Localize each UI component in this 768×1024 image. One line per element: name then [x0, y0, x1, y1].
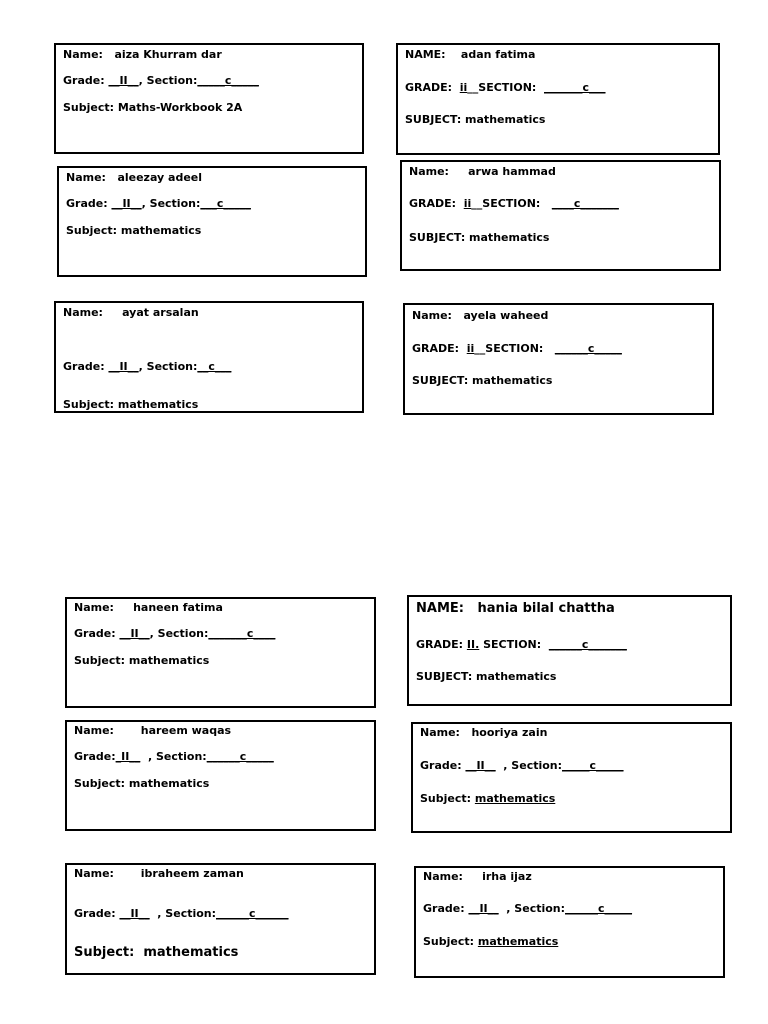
section-label: , Section: — [495, 759, 563, 772]
section-value: __c___ — [197, 360, 232, 373]
name-line: Name: aiza Khurram dar — [63, 48, 222, 61]
section-value: ______c______ — [216, 907, 289, 920]
grade-line — [423, 902, 632, 916]
grade-value: __II__ — [465, 759, 496, 772]
name-line: Name: ayela waheed — [412, 309, 549, 322]
name-line: NAME: adan fatima — [405, 48, 536, 61]
subject-line — [423, 935, 558, 949]
grade-prefix: Grade: — [63, 360, 109, 373]
section-value: _____c_____ — [562, 759, 624, 772]
subject-line: SUBJECT: mathematics — [416, 670, 557, 683]
section-value: ______c_____ — [565, 902, 633, 915]
name-label-card — [407, 595, 732, 706]
grade-line — [74, 907, 289, 921]
subject-line: Subject: mathematics — [74, 777, 210, 790]
section-label: , Section: — [141, 197, 201, 210]
grade-line — [416, 638, 627, 652]
subject-prefix: Subject: — [420, 792, 475, 805]
subject-value: mathematics — [474, 792, 556, 805]
name-label-card — [54, 301, 364, 413]
name-label-card — [65, 863, 376, 975]
section-label: __SECTION: — [467, 81, 544, 94]
section-value: ______c_____ — [554, 342, 622, 355]
name-line: Name: arwa hammad — [409, 165, 556, 178]
subject-line: Subject: Maths-Workbook 2A — [63, 101, 243, 114]
name-label-card — [65, 597, 376, 708]
section-value: ______c_____ — [206, 750, 274, 763]
grade-line — [420, 759, 624, 773]
subject-line — [420, 792, 555, 806]
grade-line — [412, 342, 622, 356]
grade-line — [74, 627, 275, 641]
section-label: SECTION: — [479, 638, 549, 651]
subject-line: SUBJECT: mathematics — [412, 374, 553, 387]
section-label: , Section: — [149, 627, 209, 640]
grade-value: II. — [466, 638, 480, 651]
grade-value: _II__ — [115, 750, 141, 763]
section-label: , Section: — [498, 902, 566, 915]
section-label: , Section: — [140, 750, 207, 763]
grade-prefix: GRADE: — [405, 81, 460, 94]
grade-prefix: Grade: — [423, 902, 469, 915]
grade-prefix: GRADE: — [409, 197, 464, 210]
name-label-card — [411, 722, 732, 833]
subject-prefix: Subject: — [423, 935, 478, 948]
name-line: Name: ibraheem zaman — [74, 867, 244, 880]
subject-line: Subject: mathematics — [63, 398, 199, 411]
name-label-card — [396, 43, 720, 155]
grade-value: ii — [466, 342, 475, 355]
grade-value: __II__ — [119, 627, 150, 640]
name-line: NAME: hania bilal chattha — [416, 601, 615, 616]
grade-prefix: Grade: — [66, 197, 112, 210]
section-value: _____c_____ — [197, 74, 259, 87]
grade-value: ii — [463, 197, 472, 210]
name-line: Name: hareem waqas — [74, 724, 232, 737]
grade-prefix: Grade: — [74, 907, 120, 920]
section-value: _______c____ — [208, 627, 276, 640]
grade-line — [405, 81, 606, 95]
subject-line: SUBJECT: mathematics — [409, 231, 550, 244]
grade-value: __II__ — [468, 902, 499, 915]
grade-prefix: Grade: — [420, 759, 466, 772]
grade-value: __II__ — [111, 197, 142, 210]
subject-line: Subject: mathematics — [74, 654, 210, 667]
section-label: , Section: — [138, 74, 198, 87]
section-label: , Section: — [149, 907, 217, 920]
name-label-card — [65, 720, 376, 831]
subject-line: Subject: mathematics — [74, 945, 239, 960]
grade-line — [63, 74, 259, 88]
name-label-card — [414, 866, 725, 978]
section-value: ____c_______ — [551, 197, 619, 210]
section-value: ___c_____ — [200, 197, 251, 210]
section-label: , Section: — [138, 360, 198, 373]
grade-value: __II__ — [119, 907, 150, 920]
section-value: ______c_______ — [548, 638, 627, 651]
grade-prefix: GRADE: — [416, 638, 467, 651]
grade-prefix: Grade: — [74, 627, 120, 640]
name-line: Name: aleezay adeel — [66, 171, 203, 184]
grade-value: ii — [459, 81, 468, 94]
grade-line — [74, 750, 274, 764]
name-label-card — [400, 160, 721, 271]
grade-prefix: Grade: — [63, 74, 109, 87]
grade-prefix: Grade: — [74, 750, 116, 763]
section-value: _______c___ — [544, 81, 606, 94]
name-line: Name: haneen fatima — [74, 601, 223, 614]
name-label-card — [403, 303, 714, 415]
name-label-card — [57, 166, 367, 277]
grade-line — [409, 197, 619, 211]
name-label-card — [54, 43, 364, 154]
name-line: Name: irha ijaz — [423, 870, 532, 883]
name-line: Name: ayat arsalan — [63, 306, 199, 319]
grade-prefix: GRADE: — [412, 342, 467, 355]
grade-line — [63, 360, 231, 374]
grade-value: __II__ — [108, 360, 139, 373]
grade-value: __II__ — [108, 74, 139, 87]
subject-line: Subject: mathematics — [66, 224, 202, 237]
grade-line — [66, 197, 251, 211]
subject-value: mathematics — [477, 935, 559, 948]
subject-line: SUBJECT: mathematics — [405, 113, 546, 126]
section-label: __SECTION: — [474, 342, 555, 355]
name-line: Name: hooriya zain — [420, 726, 548, 739]
section-label: __SECTION: — [471, 197, 552, 210]
